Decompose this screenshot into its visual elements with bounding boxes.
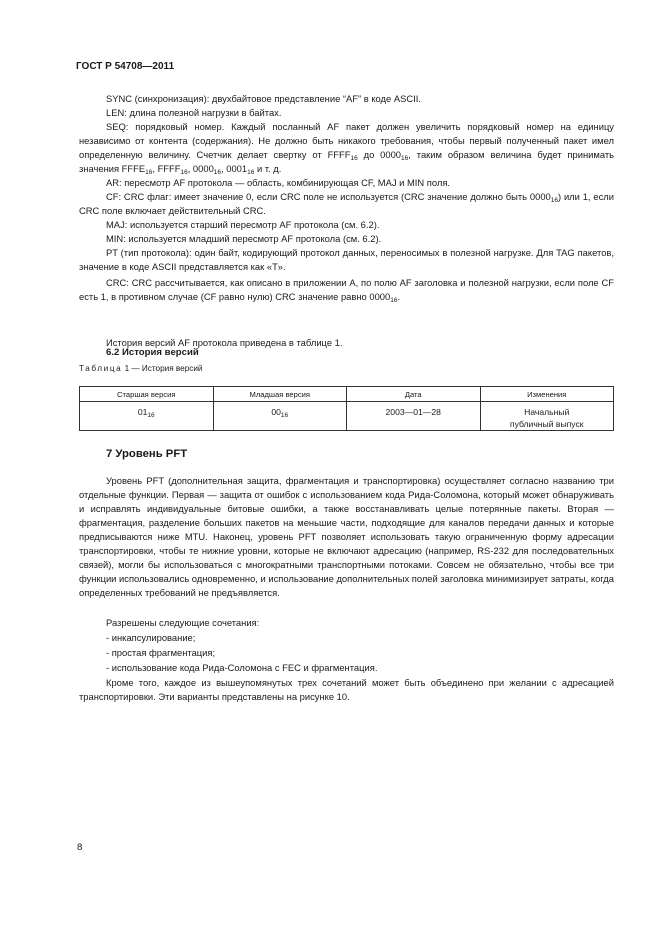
table-header-row (80, 387, 614, 402)
col-header-major: Старшая версия (80, 387, 214, 402)
def-maj: MAJ: используется старший пересмотр AF протокола (см. 6.2). (106, 219, 380, 230)
def-crc: CRC: CRC рассчитывается, как описано в приложении А, по полю AF заголовка и полезной нагрузки, если поле CF есть 1, в противном случае (CF равно нулю) CRC значение равно $0000_{16}$. (79, 277, 614, 304)
def-cf: CF: CRC флаг: имеет значение 0, если CRC поле не используется (CRC значение должно быть $0000_{16}$) или 1, если CRC поле включает действительный CRC. (79, 191, 614, 216)
cell-changes: Начальный публичный выпуск (480, 402, 614, 431)
section-6-2-text: История версий AF протокола приведена в таблице 1. (106, 337, 343, 348)
document-id: ГОСТ Р 54708—2011 (76, 61, 175, 72)
cell-minor: $00_{16}$ (213, 402, 347, 431)
list-item: - инкапсулирование; (106, 631, 195, 645)
page-number: 8 (77, 842, 83, 853)
def-ar: AR: пересмотр AF протокола — область, комбинирующая CF, MAJ и MIN поля. (106, 177, 450, 188)
def-pt: PT (тип протокола): один байт, кодирующий протокол данных, переносимых в полезной нагрузке. Для TAG пакетов, значение в коде ASCII представляется как «T». (79, 247, 614, 272)
combinations-intro: Разрешены следующие сочетания: (106, 617, 260, 628)
list-item: - простая фрагментация; (106, 646, 215, 660)
col-header-changes: Изменения (480, 387, 614, 402)
list-item: - использование кода Рида-Соломона с FEC и фрагментация. (106, 661, 377, 675)
cell-major: $01_{16}$ (80, 402, 214, 431)
def-seq: SEQ: порядковый номер. Каждый посланный AF пакет должен увеличить порядковый номер на единицу независимо от контента (содержания). Не должно быть никакого требования, чтобы первый полученный пакет имел определенную величину. Счетчик делает свертку от $FFFF_{16}$ до $0000_{16}$, таким образом величина будет принимать значения $FFFE_{16}$, $FFFF_{16}$, $0000_{16}$, $0001_{16}$ и т. д. (79, 121, 615, 176)
cell-date: 2003—01—28 (347, 402, 481, 431)
table-caption: Таблица 1 — История версий (79, 364, 203, 373)
col-header-minor: Младшая версия (213, 387, 347, 402)
section-7-paragraph: Уровень PFT (дополнительная защита, фрагментация и транспортировка) осуществляет согласно названию три отдельные функции. Первая — защита от ошибок с использованием кода Рида-Соломона, который может обнаруживать и исправлять индивидуальные битовые ошибки, а также восстанавливать целые потерянные пакеты. Вторая — фрагментация, разделение больших пакетов на меньшие части, подходящие для каналов передачи данных и которые предписываются ниже MTU. Наконец, уровень PFT позволяет использовать такую ограниченную форму адресации транспортировки, чтобы те нижние уровни, которые не включают адресацию (например, RS-232 для последовательных связей), могли бы использоваться с многократными транспортными потоками. Совсем не обязательно, чтобы все три функции использовались одновременно, и использование дополнительных полей заголовка минимизирует затраты, когда определенных требований не предъявляется. (79, 475, 614, 598)
def-sync: SYNC (синхронизация): двухбайтовое представление “AF” в коде ASCII. (106, 93, 421, 104)
col-header-date: Дата (347, 387, 481, 402)
def-len: LEN: длина полезной нагрузки в байтах. (106, 107, 282, 118)
section-7-heading: 7 Уровень PFT (106, 448, 188, 460)
table-row (80, 402, 614, 431)
section-7-final-paragraph: Кроме того, каждое из вышеупомянутых трех сочетаний может быть объединено при желании с адресацией транспортировки. Эти варианты представлены на рисунке 10. (79, 677, 614, 702)
def-min: MIN: используется младший пересмотр AF протокола (см. 6.2). (106, 233, 382, 244)
section-6-2-heading: 6.2 История версий (106, 347, 199, 358)
version-history-table (79, 386, 614, 431)
